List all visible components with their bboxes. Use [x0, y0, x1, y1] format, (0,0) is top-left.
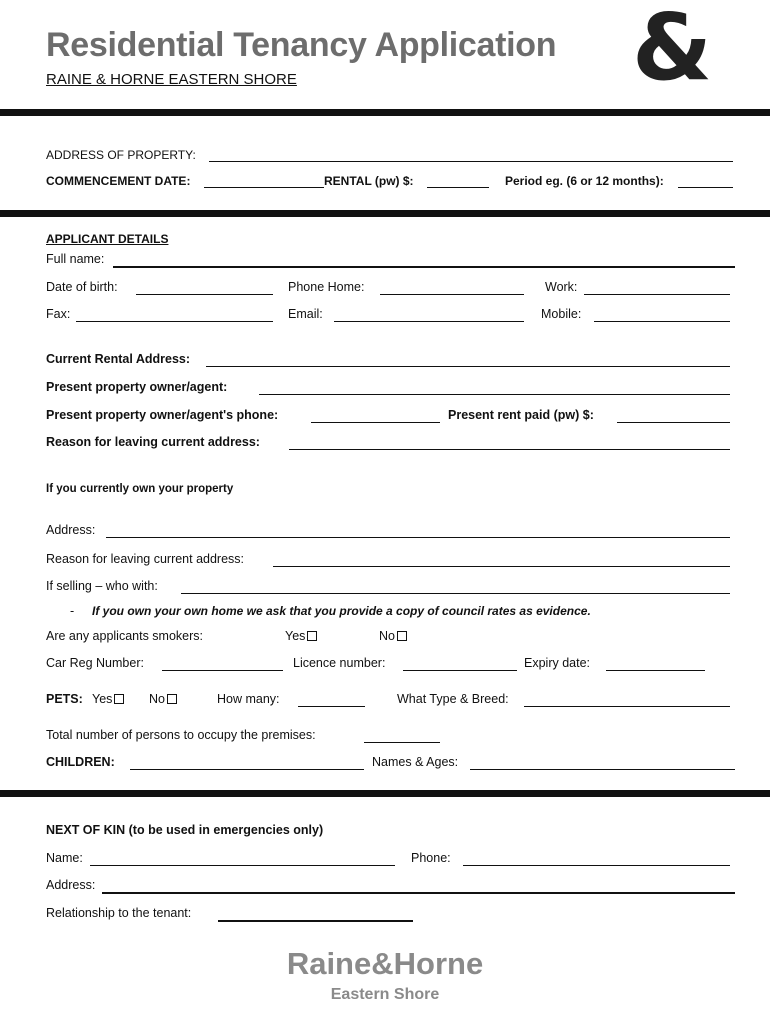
fax-label: Fax: — [46, 307, 71, 321]
dob-label: Date of birth: — [46, 280, 118, 294]
divider-bar — [0, 109, 770, 116]
names-ages-field[interactable] — [470, 769, 735, 770]
council-rates-note: If you own your own home we ask that you provide a copy of council rates as evidence. — [92, 604, 591, 618]
total-persons-field[interactable] — [364, 742, 440, 743]
rent-paid-field[interactable] — [617, 422, 730, 423]
commencement-date-field[interactable] — [204, 187, 324, 188]
smokers-no-label: No — [379, 629, 395, 643]
own-reason-leaving-field[interactable] — [273, 566, 730, 567]
period-field[interactable] — [678, 187, 733, 188]
kin-address-field[interactable] — [102, 892, 735, 894]
work-field[interactable] — [584, 294, 730, 295]
kin-address-label: Address: — [46, 878, 96, 892]
full-name-field[interactable] — [113, 266, 735, 268]
expiry-field[interactable] — [606, 670, 705, 671]
mobile-field[interactable] — [594, 321, 730, 322]
reason-leaving-label: Reason for leaving current address: — [46, 435, 260, 449]
pets-no-option[interactable] — [149, 692, 177, 706]
car-reg-field[interactable] — [162, 670, 283, 671]
footer-branch-name: Eastern Shore — [330, 986, 440, 1003]
period-label: Period eg. (6 or 12 months): — [505, 174, 664, 188]
own-address-label: Address: — [46, 523, 96, 537]
owner-agent-phone-field[interactable] — [311, 422, 440, 423]
reason-leaving-field[interactable] — [289, 449, 730, 450]
children-label: CHILDREN: — [46, 755, 115, 769]
kin-name-label: Name: — [46, 851, 83, 865]
kin-phone-field[interactable] — [463, 865, 730, 866]
commencement-date-label: COMMENCEMENT DATE: — [46, 174, 191, 188]
children-field[interactable] — [130, 769, 364, 770]
selling-field[interactable] — [181, 593, 730, 594]
own-property-heading: If you currently own your property — [46, 483, 234, 495]
car-reg-label: Car Reg Number: — [46, 656, 144, 670]
divider-bar — [0, 790, 770, 797]
pets-yes-label: Yes — [92, 692, 113, 706]
divider-bar — [0, 210, 770, 217]
current-rental-address-label: Current Rental Address: — [46, 352, 191, 366]
names-ages-label: Names & Ages: — [372, 755, 459, 769]
owner-agent-field[interactable] — [259, 394, 730, 395]
ampersand-logo: & — [632, 0, 713, 101]
pets-no-checkbox[interactable] — [167, 694, 177, 704]
smokers-label: Are any applicants smokers: — [46, 629, 204, 643]
rent-paid-label: Present rent paid (pw) $: — [448, 408, 594, 422]
relationship-label: Relationship to the tenant: — [46, 906, 192, 920]
type-breed-label: What Type & Breed: — [397, 692, 509, 706]
applicant-details-heading: APPLICANT DETAILS — [46, 232, 169, 246]
how-many-label: How many: — [217, 692, 280, 706]
agency-subtitle: RAINE & HORNE EASTERN SHORE — [46, 71, 297, 88]
owner-agent-label: Present property owner/agent: — [46, 380, 228, 394]
kin-name-field[interactable] — [90, 865, 395, 866]
owner-agent-phone-label: Present property owner/agent's phone: — [46, 408, 279, 422]
rental-label: RENTAL (pw) $: — [324, 174, 414, 188]
smokers-no-checkbox[interactable] — [397, 631, 407, 641]
smokers-no-option[interactable] — [379, 629, 407, 643]
licence-field[interactable] — [403, 670, 517, 671]
current-rental-address-field[interactable] — [206, 366, 730, 367]
pets-no-label: No — [149, 692, 165, 706]
smokers-yes-label: Yes — [285, 629, 306, 643]
how-many-field[interactable] — [298, 706, 365, 707]
address-of-property-label: ADDRESS OF PROPERTY: — [46, 148, 196, 162]
email-field[interactable] — [334, 321, 524, 322]
smokers-yes-option[interactable] — [285, 629, 317, 643]
fax-field[interactable] — [76, 321, 273, 322]
phone-home-label: Phone Home: — [288, 280, 365, 294]
type-breed-field[interactable] — [524, 706, 730, 707]
rental-field[interactable] — [427, 187, 489, 188]
pets-yes-option[interactable] — [92, 692, 124, 706]
licence-label: Licence number: — [293, 656, 386, 670]
own-reason-leaving-label: Reason for leaving current address: — [46, 552, 245, 566]
footer-brand-logo: Raine&Horne — [286, 946, 484, 981]
work-label: Work: — [545, 280, 578, 294]
next-of-kin-heading: NEXT OF KIN (to be used in emergencies only) — [46, 823, 324, 837]
pets-label: PETS: — [46, 692, 83, 706]
note-dash: - — [70, 604, 75, 618]
page-title: Residential Tenancy Application — [46, 26, 557, 64]
address-of-property-field[interactable] — [209, 161, 733, 162]
relationship-field[interactable] — [218, 920, 413, 922]
email-label: Email: — [288, 307, 323, 321]
phone-home-field[interactable] — [380, 294, 524, 295]
expiry-label: Expiry date: — [524, 656, 591, 670]
full-name-label: Full name: — [46, 252, 105, 266]
mobile-label: Mobile: — [541, 307, 582, 321]
dob-field[interactable] — [136, 294, 273, 295]
kin-phone-label: Phone: — [411, 851, 451, 865]
smokers-yes-checkbox[interactable] — [307, 631, 317, 641]
pets-yes-checkbox[interactable] — [114, 694, 124, 704]
own-address-field[interactable] — [106, 537, 730, 538]
selling-label: If selling – who with: — [46, 579, 158, 593]
total-persons-label: Total number of persons to occupy the premises: — [46, 728, 316, 742]
